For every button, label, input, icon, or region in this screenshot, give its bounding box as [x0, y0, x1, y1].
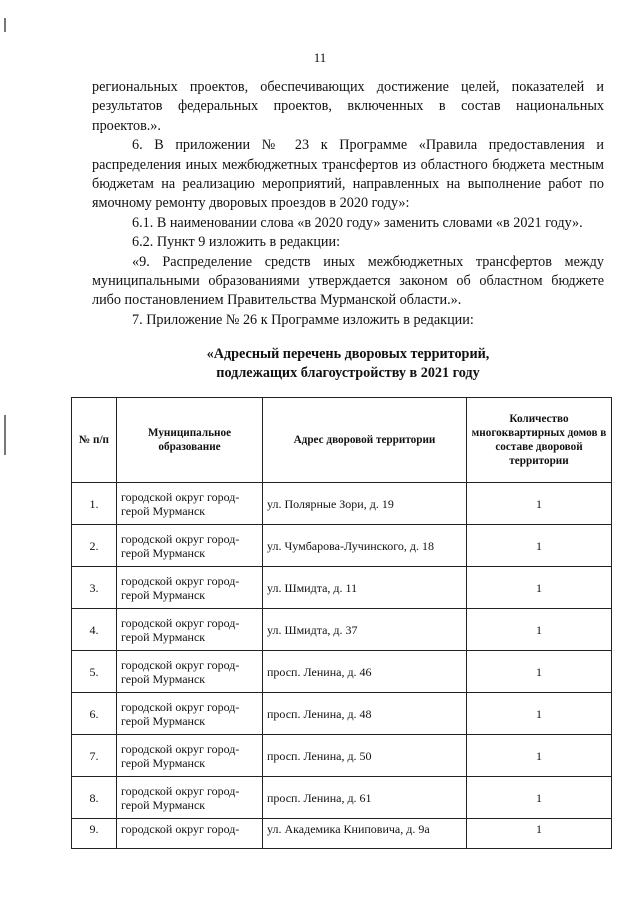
scan-edge-mark [4, 415, 6, 455]
cell-house-count: 1 [467, 819, 612, 849]
table-row [72, 525, 612, 567]
cell-municipality: городской округ город-герой Мурманск [117, 567, 263, 609]
cell-house-count: 1 [467, 651, 612, 693]
cell-house-count: 1 [467, 735, 612, 777]
table-row [72, 651, 612, 693]
paragraph: 6.2. Пункт 9 изложить в редакции: [132, 234, 341, 251]
cell-number: 6. [72, 693, 117, 735]
paragraph: региональных проектов, обеспечивающих достижение целей, показателей и результатов федеральных проектов, включенных в состав национальных проектов.». [92, 79, 604, 134]
table-row [72, 693, 612, 735]
cell-number: 8. [72, 777, 117, 819]
cell-municipality: городской округ город-герой Мурманск [117, 525, 263, 567]
cell-number: 9. [72, 819, 117, 849]
table-row [72, 777, 612, 819]
body-text [92, 78, 604, 330]
cell-municipality: городской округ город-герой Мурманск [117, 693, 263, 735]
cell-address: ул. Полярные Зори, д. 19 [263, 483, 467, 525]
table-title-line: «Адресный перечень дворовых территорий, [206, 346, 490, 362]
table-row [72, 567, 612, 609]
page-number: 11 [313, 50, 327, 65]
cell-address: ул. Чумбарова-Лучинского, д. 18 [263, 525, 467, 567]
cell-number: 3. [72, 567, 117, 609]
cell-address: просп. Ленина, д. 46 [263, 651, 467, 693]
table-row [72, 609, 612, 651]
cell-municipality: городской округ город-герой Мурманск [117, 651, 263, 693]
paragraph: 6.1. В наименовании слова «в 2020 году» заменить словами «в 2021 году». [132, 214, 583, 231]
cell-number: 1. [72, 483, 117, 525]
cell-address: просп. Ленина, д. 50 [263, 735, 467, 777]
paragraph: «9. Распределение средств иных межбюджетных трансфертов между муниципальными образованиями утверждается законом об областном бюджете либо постановлением Правительства Мурманской области.». [92, 253, 604, 309]
cell-municipality: городской округ город- [117, 819, 263, 849]
cell-number: 5. [72, 651, 117, 693]
table-row [72, 819, 612, 849]
cell-address: просп. Ленина, д. 61 [263, 777, 467, 819]
cell-number: 2. [72, 525, 117, 567]
header-address: Адрес дворовой территории [263, 398, 467, 483]
table-row [72, 483, 612, 525]
cell-house-count: 1 [467, 567, 612, 609]
cell-municipality: городской округ город-герой Мурманск [117, 609, 263, 651]
cell-address: ул. Академика Книповича, д. 9а [263, 819, 467, 849]
table-row [72, 735, 612, 777]
cell-house-count: 1 [467, 525, 612, 567]
cell-municipality: городской округ город-герой Мурманск [117, 777, 263, 819]
header-house-count: Количество многоквартирных домов в составе дворовой территории [467, 398, 612, 483]
cell-number: 4. [72, 609, 117, 651]
cell-municipality: городской округ город-герой Мурманск [117, 735, 263, 777]
cell-address: ул. Шмидта, д. 37 [263, 609, 467, 651]
cell-house-count: 1 [467, 483, 612, 525]
paragraph: 7. Приложение № 26 к Программе изложить в редакции: [132, 311, 474, 328]
header-municipality: Муниципальное образование [117, 398, 263, 483]
table-title-line: подлежащих благоустройству в 2021 году [216, 365, 480, 381]
address-table [71, 397, 612, 849]
header-number: № п/п [72, 398, 117, 483]
cell-number: 7. [72, 735, 117, 777]
cell-address: ул. Шмидта, д. 11 [263, 567, 467, 609]
cell-house-count: 1 [467, 777, 612, 819]
scan-edge-mark [4, 18, 6, 32]
cell-address: просп. Ленина, д. 48 [263, 693, 467, 735]
cell-municipality: городской округ город-герой Мурманск [117, 483, 263, 525]
cell-house-count: 1 [467, 609, 612, 651]
table-header-row [72, 398, 612, 483]
cell-house-count: 1 [467, 693, 612, 735]
paragraph: 6. В приложении № 23 к Программе «Правила предоставления и распределения иных межбюджетных трансфертов из областного бюджета местным бюджетам на реализацию мероприятий, направленных на выполнение работ по ямочному ремонту дворовых проездов в 2020 году»: [92, 137, 604, 212]
table-title [92, 345, 604, 383]
